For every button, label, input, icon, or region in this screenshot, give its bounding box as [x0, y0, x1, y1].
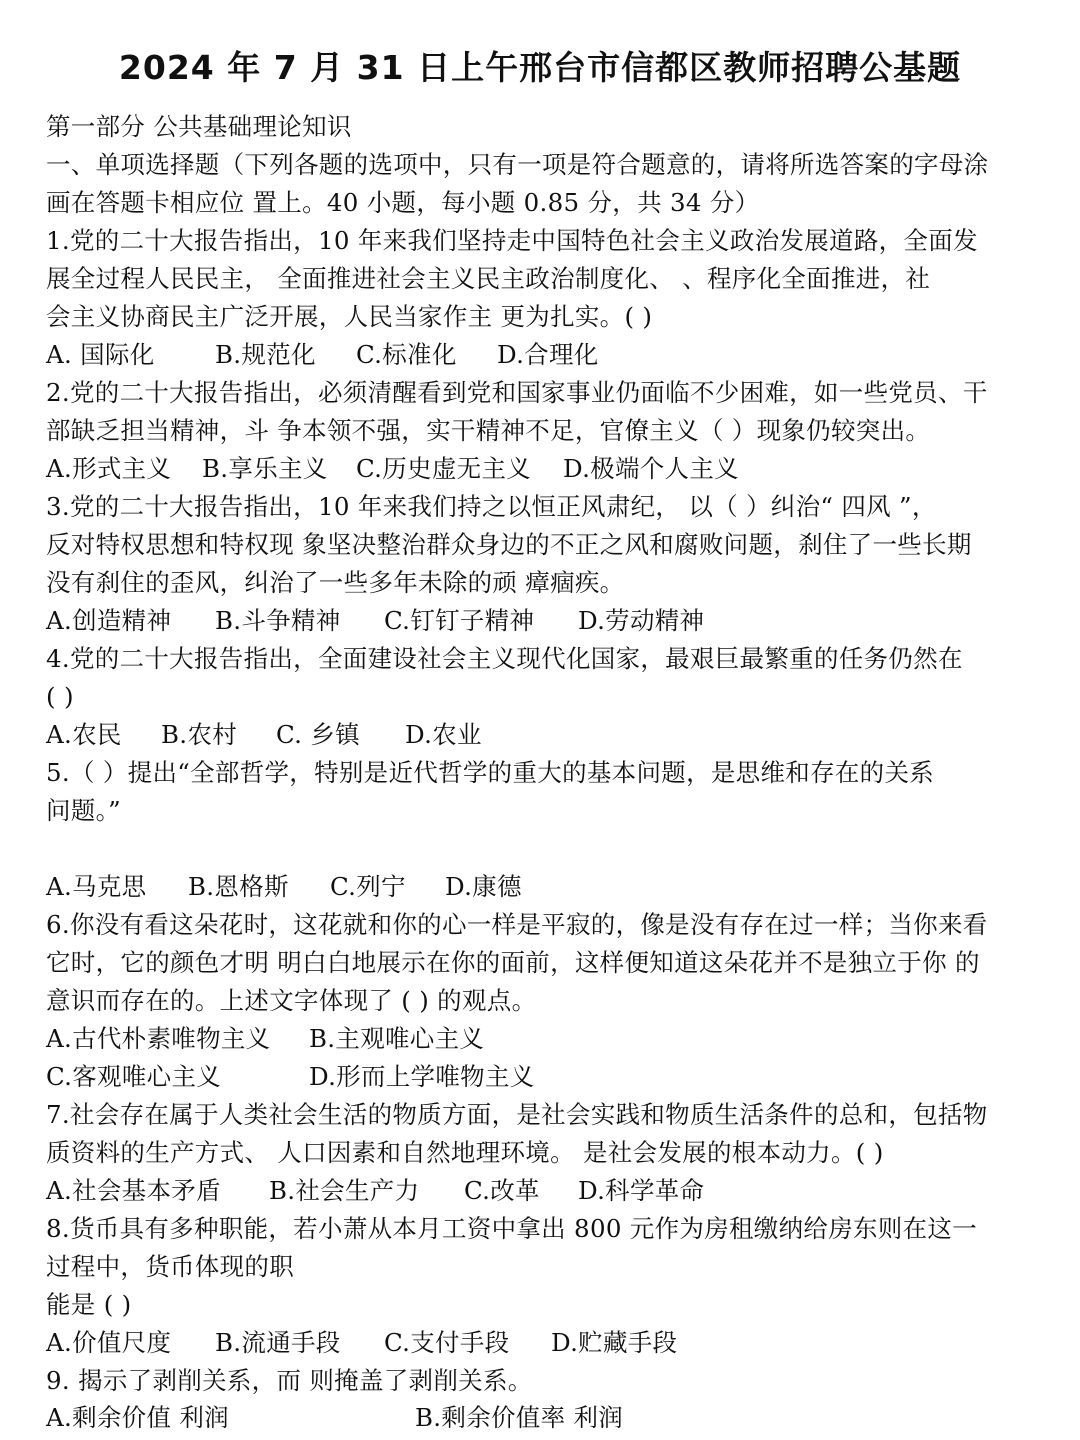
question-8-text: 能是 ( )	[46, 1290, 132, 1319]
question-5-option-c: C.列宁	[330, 872, 406, 901]
question-2-option-d: D.极端个人主义	[563, 454, 739, 483]
question-8-text: 8.货币具有多种职能，若小萧从本月工资中拿出 800 元作为房租缴纳给房东则在这一	[46, 1214, 978, 1243]
question-3-text: 没有刹住的歪风，纠治了一些多年未除的顽 瘴痼疾。	[46, 568, 625, 597]
question-4-text: 4.党的二十大报告指出，全面建设社会主义现代化国家，最艰巨最繁重的任务仍然在	[46, 644, 963, 673]
question-1-text: 会主义协商民主广泛开展，人民当家作主 更为扎实。( )	[46, 302, 653, 331]
question-5-text: 5.（ ）提出“全部哲学，特别是近代哲学的重大的基本问题，是思维和存在的关系	[46, 758, 935, 787]
question-3-text: 3.党的二十大报告指出，10 年来我们持之以恒正风肃纪， 以（ ）纠治“ 四风 ”，	[46, 492, 937, 521]
question-6-text: 意识而存在的。上述文字体现了 ( ) 的观点。	[46, 986, 537, 1015]
question-6-option-a: A.古代朴素唯物主义	[46, 1024, 271, 1053]
question-1-text: 1.党的二十大报告指出，10 年来我们坚持走中国特色社会主义政治发展道路，全面发	[46, 226, 978, 255]
question-9-text: 9. 揭示了剥削关系，而 则掩盖了剥削关系。	[46, 1366, 533, 1395]
question-7-text: 质资料的生产方式、 人口因素和自然地理环境。 是社会发展的根本动力。( )	[46, 1138, 884, 1167]
question-8-option-c: C.支付手段	[384, 1328, 510, 1357]
question-3-option-a: A.创造精神	[46, 606, 172, 635]
question-6-option-d: D.形而上学唯物主义	[309, 1062, 535, 1091]
question-5-text: 问题。”	[46, 796, 121, 825]
question-4-option-c: C. 乡镇	[276, 720, 360, 749]
question-1-option-d: D.合理化	[497, 340, 599, 369]
question-8-option-a: A.价值尺度	[46, 1328, 172, 1357]
question-3-option-b: B.斗争精神	[215, 606, 341, 635]
question-2-option-b: B.享乐主义	[202, 454, 328, 483]
question-5-option-d: D.康德	[445, 872, 522, 901]
question-5-option-a: A.马克思	[46, 872, 147, 901]
question-6-option-c: C.客观唯心主义	[46, 1062, 222, 1091]
question-4-text: ( )	[46, 682, 74, 711]
question-8-option-d: D.贮藏手段	[551, 1328, 678, 1357]
question-7-option-b: B.社会生产力	[269, 1176, 420, 1205]
question-2-text: 2.党的二十大报告指出，必须清醒看到党和国家事业仍面临不少困难，如一些党员、干	[46, 378, 988, 407]
section-heading: 第一部分 公共基础理论知识	[46, 112, 352, 141]
question-9-option-b: B.剩余价值率 利润	[415, 1403, 624, 1432]
question-3-option-c: C.钉钉子精神	[384, 606, 535, 635]
question-1-text: 展全过程人民民主， 全面推进社会主义民主政治制度化、 、程序化全面推进，社	[46, 264, 931, 293]
question-4-option-a: A.农民	[46, 720, 122, 749]
question-5-option-b: B.恩格斯	[188, 872, 289, 901]
question-1-option-a: A. 国际化	[46, 340, 155, 369]
question-2-option-c: C.历史虚无主义	[356, 454, 532, 483]
question-2-option-a: A.形式主义	[46, 454, 172, 483]
question-7-option-c: C.改革	[464, 1176, 540, 1205]
question-7-text: 7.社会存在属于人类社会生活的物质方面，是社会实践和物质生活条件的总和，包括物	[46, 1100, 988, 1129]
instructions-line: 一、单项选择题（下列各题的选项中，只有一项是符合题意的，请将所选答案的字母涂	[46, 150, 989, 179]
page-title: 2024 年 7 月 31 日上午邢台市信都区教师招聘公基题	[118, 48, 962, 87]
question-6-option-b: B.主观唯心主义	[309, 1024, 485, 1053]
question-3-text: 反对特权思想和特权现 象坚决整治群众身边的不正之风和腐败问题，刹住了一些长期	[46, 530, 972, 559]
question-1-option-c: C.标准化	[356, 340, 457, 369]
question-3-option-d: D.劳动精神	[578, 606, 705, 635]
question-7-option-a: A.社会基本矛盾	[46, 1176, 221, 1205]
question-8-text: 过程中，货币体现的职	[46, 1252, 294, 1281]
question-4-option-d: D.农业	[405, 720, 482, 749]
question-6-text: 6.你没有看这朵花时，这花就和你的心一样是平寂的，像是没有存在过一样；当你来看	[46, 910, 988, 939]
question-8-option-b: B.流通手段	[215, 1328, 341, 1357]
question-9-option-a: A.剩余价值 利润	[46, 1403, 229, 1432]
question-6-text: 它时，它的颜色才明 明白白地展示在你的面前，这样便知道这朵花并不是独立于你 的	[46, 948, 980, 977]
question-7-option-d: D.科学革命	[578, 1176, 705, 1205]
question-1-option-b: B.规范化	[215, 340, 316, 369]
instructions-line: 画在答题卡相应位 置上。40 小题，每小题 0.85 分，共 34 分）	[46, 188, 760, 217]
question-2-text: 部缺乏担当精神，斗 争本领不强，实干精神不足，官僚主义（ ）现象仍较突出。	[46, 416, 931, 445]
question-4-option-b: B.农村	[161, 720, 237, 749]
